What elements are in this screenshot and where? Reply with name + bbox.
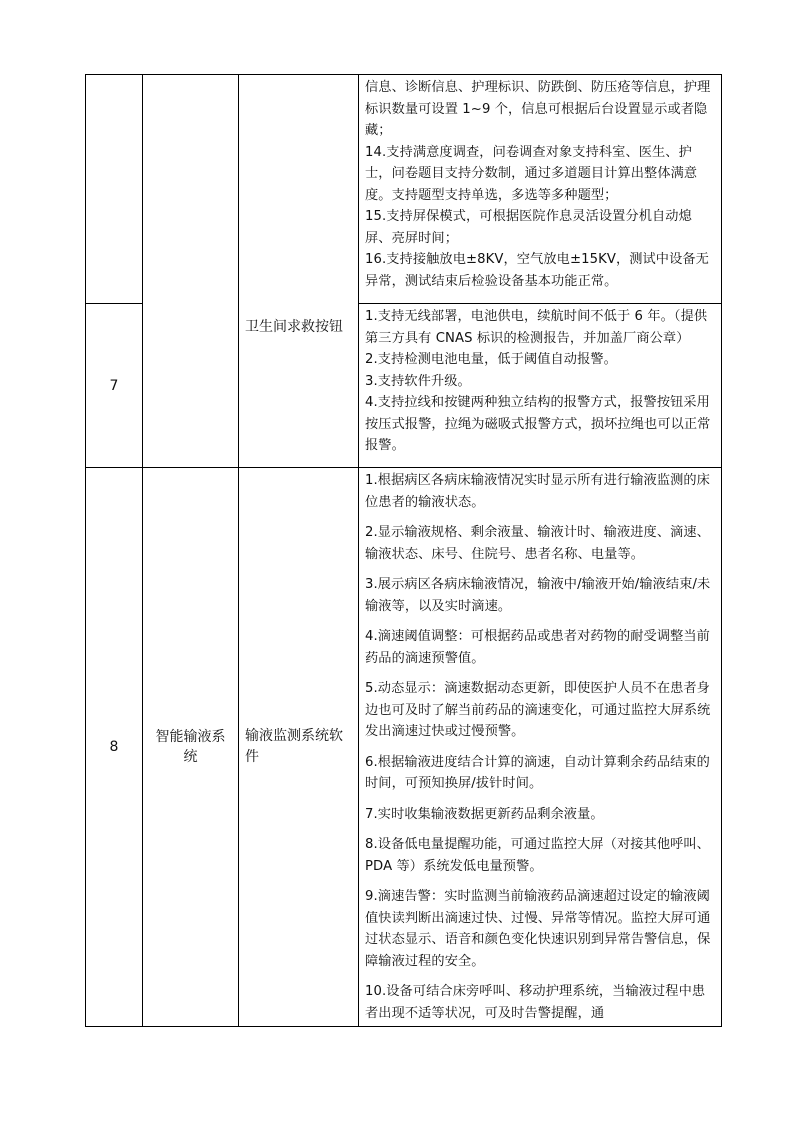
description-item: 8.设备低电量提醒功能，可通过监控大屏（对接其他呼叫、PDA 等）系统发低电量预警。 — [365, 837, 710, 874]
spec-table — [85, 74, 722, 1027]
row-number: 8 — [86, 468, 143, 1027]
description-item: 6.根据输液进度结合计算的滴速，自动计算剩余药品结束的时间，可预知换屏/拔针时间。 — [365, 754, 710, 791]
description-item: 15.支持屏保模式，可根据医院作息灵活设置分机自动熄屏、亮屏时间； — [365, 209, 692, 246]
description-item: 4.滴速阈值调整：可根据药品或患者对药物的耐受调整当前药品的滴速预警值。 — [365, 629, 710, 666]
description-item: 5.动态显示：滴速数据动态更新，即使医护人员不在患者身边也可及时了解当前药品的滴速变化，可通过监控大屏系统发出滴速过快或过慢预警。 — [365, 681, 711, 739]
table-row — [86, 75, 722, 304]
description-item: 14.支持满意度调查，问卷调查对象支持科室、医生、护士，问卷题目支持分数制，通过多道题目计算出整体满意度。支持题型支持单选，多选等多种题型； — [365, 144, 698, 203]
description-item: 10.设备可结合床旁呼叫、移动护理系统，当输液过程中患者出现不适等状况，可及时告警提醒，通 — [365, 984, 706, 1021]
system-name: 智能输液系统 — [143, 468, 239, 1027]
row-number — [86, 75, 143, 304]
description-item: 1.根据病区各病床输液情况实时显示所有进行输液监测的床位患者的输液状态。 — [365, 473, 710, 510]
description-cell — [359, 75, 722, 304]
description-cell — [359, 304, 722, 468]
description-item: 2.显示输液规格、剩余液量、输液计时、输液进度、滴速、输液状态、床号、住院号、患者名称、电量等。 — [365, 525, 710, 562]
table-row — [86, 468, 722, 1027]
description-cell — [359, 468, 722, 1027]
system-name — [143, 75, 239, 468]
description-item: 信息、诊断信息、护理标识、防跌倒、防压疮等信息，护理标识数量可设置 1~9 个，信息可根据后台设置显示或者隐藏； — [365, 80, 711, 138]
description-item: 9.滴速告警：实时监测当前输液药品滴速超过设定的输液阈值快读判断出滴速过快、过慢、异常等情况。监控大屏可通过状态显示、语音和颜色变化快速识别到异常告警信息，保障输液过程的安全。 — [365, 889, 711, 969]
description-item: 2.支持检测电池电量，低于阈值自动报警。 — [365, 352, 617, 367]
description-item: 3.支持软件升级。 — [365, 373, 471, 389]
description-item: 16.支持接触放电±8KV，空气放电±15KV，测试中设备无异常，测试结束后检验设备基本功能正常。 — [365, 252, 709, 289]
product-name: 输液监测系统软件 — [239, 468, 359, 1027]
description-item: 4.支持拉线和按键两种独立结构的报警方式，报警按钮采用按压式报警，拉绳为磁吸式报警方式，损坏拉绳也可以正常报警。 — [365, 395, 711, 453]
row-number: 7 — [86, 304, 143, 468]
product-name-cell — [239, 75, 359, 468]
description-item: 1.支持无线部署，电池供电，续航时间不低于 6 年。（提供第三方具有 CNAS 标识的检测报告，并加盖厂商公章） — [365, 309, 708, 346]
description-item: 3.展示病区各病床输液情况，输液中/输液开始/输液结束/未输液等，以及实时滴速。 — [365, 577, 711, 614]
product-name: 卫生间求救按钮 — [245, 318, 343, 335]
description-item: 7.实时收集输液数据更新药品剩余液量。 — [365, 806, 604, 822]
